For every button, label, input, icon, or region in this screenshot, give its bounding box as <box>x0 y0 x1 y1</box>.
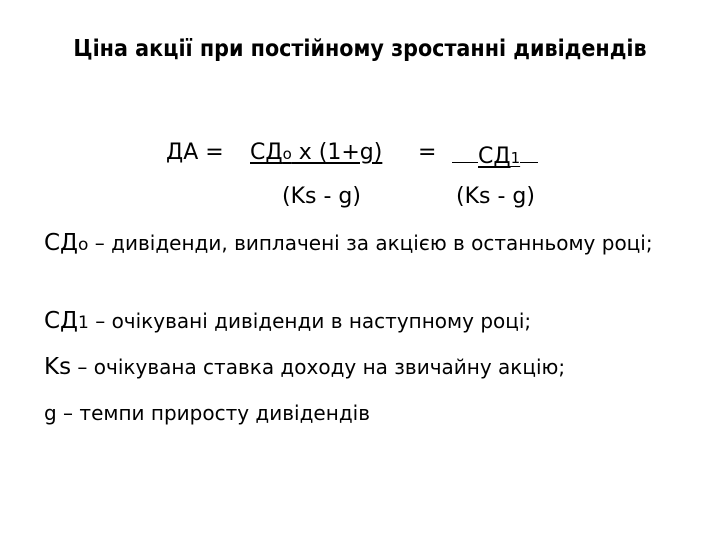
definition-term-sub: о <box>78 235 89 255</box>
definition-item <box>44 306 684 338</box>
underline-pad-left <box>452 140 478 163</box>
definition-term-sub: 1 <box>78 313 89 333</box>
definition-item <box>44 228 684 260</box>
definition-term: Ks <box>44 354 72 380</box>
definition-text: – темпи приросту дивідендів <box>56 401 370 425</box>
definition-text: – очікувана ставка доходу на звичайну акцію; <box>71 355 566 379</box>
formula-denominator-2: (Ks - g) <box>456 184 535 209</box>
formula-equals: = <box>418 140 437 165</box>
formula-numerator-1 <box>250 140 382 167</box>
definition-text: – очікувані дивіденди в наступному році; <box>88 309 532 333</box>
definition-item <box>44 398 684 428</box>
underline-pad-right <box>520 140 538 163</box>
definition-text: – дивіденди, виплачені за акцією в останньому році; <box>88 231 653 255</box>
formula-num1-main: СД <box>250 140 283 165</box>
formula-num2-main: СД <box>478 144 511 169</box>
formula-num1-sub: о <box>282 145 292 163</box>
definition-term: СД <box>44 230 79 256</box>
formula-numerator-2 <box>452 140 538 171</box>
formula-lhs: ДА = <box>166 140 224 165</box>
formula-num2-sub: 1 <box>510 149 521 167</box>
slide-title: Ціна акції при постійному зростанні дивідендів <box>73 36 647 62</box>
definition-term: g <box>44 401 57 425</box>
definition-term: СД <box>44 308 79 334</box>
formula-denominator-1: (Ks - g) <box>282 184 361 209</box>
definition-item <box>44 352 684 382</box>
formula-num1-rest: х (1+g) <box>291 140 383 165</box>
